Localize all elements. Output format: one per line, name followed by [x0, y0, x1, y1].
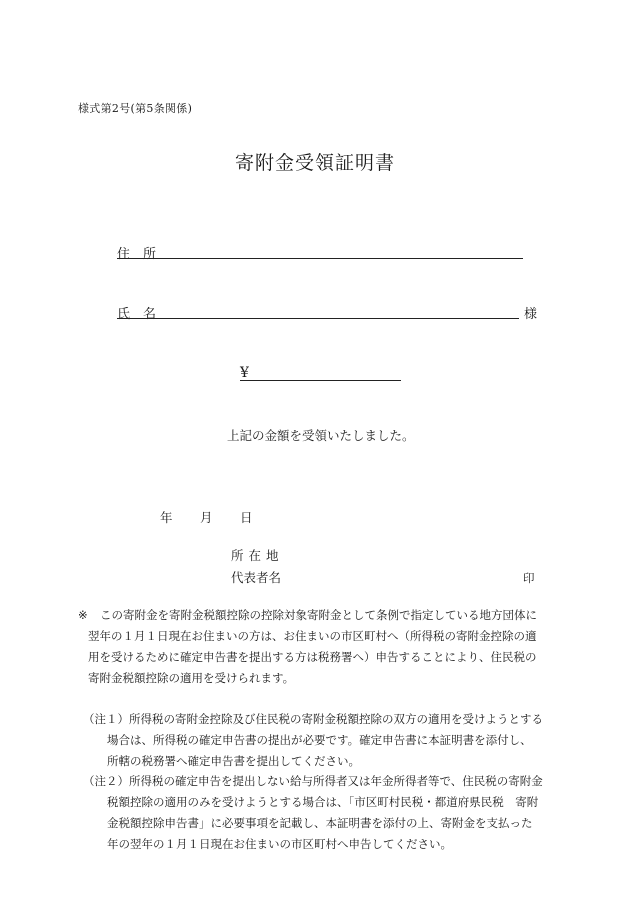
main-note-line: 用を受けるために確定申告書を提出する方は税務署へ）申告することにより、住民税の — [88, 650, 537, 664]
main-note-line: 翌年の１月１日現在お住まいの方は、お住まいの市区町村へ（所得税の寄附金控除の適 — [88, 629, 537, 643]
received-statement: 上記の金額を受領いたしました。 — [227, 428, 415, 443]
note-1-line: 場合は、所得税の確定申告書の提出が必要です。確定申告書に本証明書を添付し、 — [107, 733, 532, 747]
honorific-suffix: 様 — [524, 307, 538, 322]
recipient-address-line — [117, 258, 523, 259]
currency-symbol: ¥ — [240, 365, 249, 381]
form-number: 様式第2号(第5条関係) — [78, 102, 193, 115]
main-note-line: 寄附金税額控除の適用を受けられます。 — [88, 671, 295, 685]
note-1-line: （注１）所得税の寄附金控除及び住民税の寄附金税額控除の双方の適用を受けようとする — [83, 712, 543, 726]
issuer-representative-label: 代表者名 — [231, 570, 282, 585]
note-2-line: 年の翌年の１月１日現在お住まいの市区町村へ申告してください。 — [107, 837, 452, 851]
note-1 — [83, 709, 563, 772]
note-2 — [83, 771, 563, 855]
note-2-line: 金税額控除申告書」に必要事項を記載し、本証明書を添付の上、寄附金を支払った — [107, 816, 533, 830]
date-month-label: 月 — [200, 510, 213, 525]
page-title: 寄附金受領証明書 — [234, 152, 395, 174]
note-2-line: 税額控除の適用のみを受けようとする場合は、「市区町村民税・都道府県民税 寄附 — [107, 795, 539, 809]
recipient-name-label: 氏 名 — [117, 307, 157, 322]
recipient-name-line — [117, 318, 519, 319]
note-2-line: （注２）所得税の確定申告を提出しない給与所得者又は年金所得者等で、住民税の寄附金 — [83, 774, 543, 788]
main-note — [78, 605, 572, 689]
note-asterisk-mark: ※ — [78, 608, 88, 622]
amount-line — [240, 380, 401, 381]
issuer-address-label: 所 在 地 — [231, 548, 279, 563]
note-1-line: 所轄の税務署へ確定申告書を提出してください。 — [107, 754, 360, 768]
date-day-label: 日 — [240, 510, 253, 525]
recipient-address-label: 住 所 — [117, 247, 157, 262]
date-year-label: 年 — [160, 510, 173, 525]
main-note-line: この寄附金を寄附金税額控除の控除対象寄附金として条例で指定している地方団体に — [100, 608, 537, 622]
seal-mark: 印 — [523, 571, 535, 585]
